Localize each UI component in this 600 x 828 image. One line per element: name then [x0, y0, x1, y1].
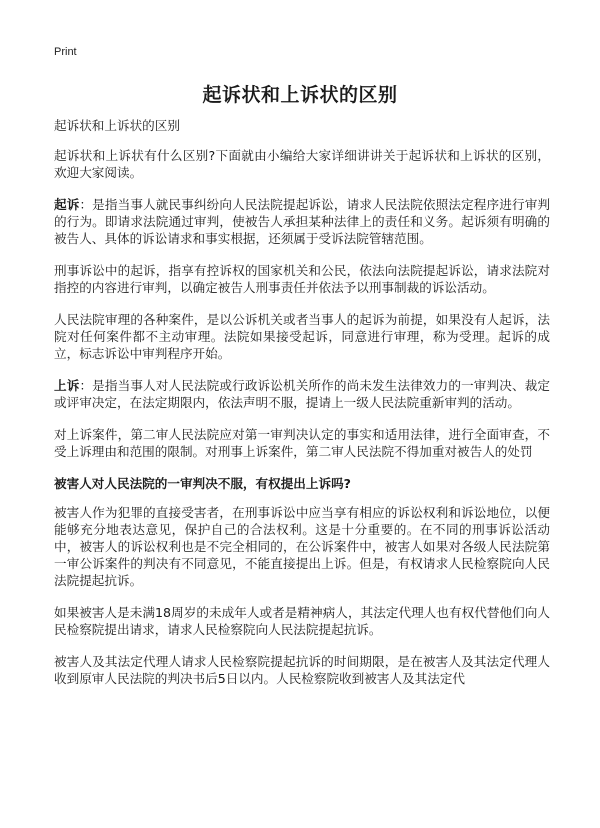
- paragraph-court-acceptance: 人民法院审理的各种案件，是以公诉机关或者当事人的起诉为前提，如果没有人起诉，法院对任何案件都不主动审理。法院如果接受起诉，同意进行审理，称为受理。起诉的成立，标志诉讼中审判程序开始。: [54, 312, 550, 361]
- intro-paragraph: 起诉状和上诉状有什么区别?下面就由小编给大家详细讲讲关于起诉状和上诉状的区别，欢迎大家阅读。: [54, 148, 550, 180]
- paragraph-appeal-review: 对上诉案件，第二审人民法院应对第一审判决认定的事实和适用法律，进行全面审查，不受上诉理由和范围的限制。对刑事上诉案件，第二审人民法院不得加重对被告人的处罚: [54, 427, 550, 459]
- paragraph-text: ：是指当事人对人民法院或行政诉讼机关所作的尚未发生法律效力的一审判决、裁定或评审决定，在法定期限内，依法声明不服，提请上一级人民法院重新审判的活动。: [54, 378, 551, 410]
- term-shangsu: 上诉: [54, 378, 80, 393]
- paragraph-text: ：是指当事人就民事纠纷向人民法院提起诉讼，请求人民法院依照法定程序进行审判的行为。即请求法院通过审判，使被告人承担某种法律上的责任和义务。起诉须有明确的被告人、具体的诉讼请求和事实根据，还须属于受诉法院管辖范围。: [54, 197, 551, 246]
- article-body: [54, 117, 550, 687]
- page-title: 起诉状和上诉状的区别: [202, 84, 398, 106]
- paragraph-shangsu-definition: [54, 377, 550, 411]
- paragraph-minor-victims: 如果被害人是未满18周岁的未成年人或者是精神病人，其法定代理人也有权代替他们向人民检察院提出请求，请求人民检察院向人民法院提起抗诉。: [54, 605, 550, 637]
- term-qisu: 起诉: [54, 197, 80, 212]
- paragraph-victim-rights: 被害人作为犯罪的直接受害者，在刑事诉讼中应当享有相应的诉讼权利和诉讼地位，以便能够充分地表达意见，保护自己的合法权利。这是十分重要的。在不同的刑事诉讼活动中，被害人的诉讼权利也是不完全相同的，在公诉案件中，被害人如果对各级人民法院第一审公诉案件的判决有不同意见，不能直接提出上诉。但是，有权请求人民检察院向人民法院提起抗诉。: [54, 505, 550, 588]
- question-heading: 被害人对人民法院的一审判决不服，有权提出上诉吗?: [54, 476, 351, 491]
- paragraph-qisu-definition: [54, 196, 550, 247]
- print-label[interactable]: Print: [54, 46, 77, 58]
- paragraph-time-limit: 被害人及其法定代理人请求人民检察院提起抗诉的时间期限，是在被害人及其法定代理人收到原审人民法院的判决书后5日以内。人民检察院收到被害人及其法定代: [54, 654, 550, 686]
- article-subtitle: 起诉状和上诉状的区别: [54, 118, 180, 133]
- paragraph-criminal-prosecution: 刑事诉讼中的起诉，指享有控诉权的国家机关和公民，依法向法院提起诉讼，请求法院对指控的内容进行审判，以确定被告人刑事责任并依法予以刑事制裁的诉讼活动。: [54, 263, 550, 295]
